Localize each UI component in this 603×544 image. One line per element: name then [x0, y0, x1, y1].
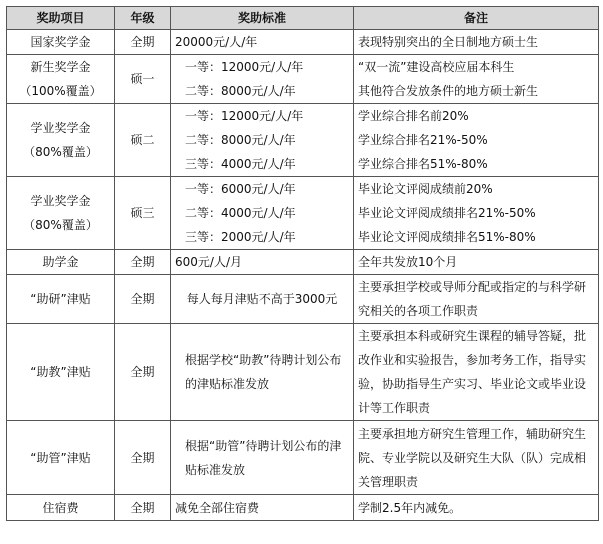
item-subtext: （100%覆盖）: [19, 84, 102, 98]
standard-cell: [171, 30, 354, 55]
table-row: [7, 55, 599, 104]
standard-cell: [171, 250, 354, 275]
item-subtext: （80%覆盖）: [23, 145, 98, 159]
scholarship-table: [6, 6, 599, 521]
item-text: “助教”津贴: [30, 365, 91, 379]
notes-text: 表现特别突出的全日制地方硕士生: [358, 35, 539, 49]
header-standard: 奖助标准: [171, 7, 354, 30]
notes-text: 学业综合排名21%-50%: [358, 133, 488, 147]
notes-cell: [354, 30, 599, 55]
standard-text: 一等：6000元/人/年: [185, 182, 296, 196]
notes-text: 主要承担地方研究生管理工作，辅助研究生院、专业学院以及研究生大队（队）完成相关管理职责: [358, 426, 587, 489]
notes-text: 学业综合排名前20%: [358, 109, 469, 123]
grade-cell: 硕二: [115, 104, 171, 177]
notes-text: 主要承担学校或导师分配或指定的与科学研究相关的各项工作职责: [358, 280, 587, 318]
notes-text: “双一流”建设高校应届本科生: [358, 60, 515, 74]
notes-text: 学制2.5年内减免。: [358, 500, 462, 515]
notes-cell: [354, 104, 599, 177]
grade-cell: 全期: [115, 30, 171, 55]
item-text: 新生奖学金: [30, 60, 91, 74]
standard-cell: [171, 495, 354, 521]
item-text: 国家奖学金: [30, 35, 91, 49]
standard-text: 三等：4000元/人/年: [185, 157, 296, 171]
item-text: 住宿费: [42, 500, 79, 515]
item-text: “助研”津贴: [30, 292, 91, 306]
table-row: [7, 421, 599, 495]
grade-cell: 全期: [115, 275, 171, 324]
standard-text: 20000元/人/年: [175, 35, 258, 49]
header-grade: 年级: [115, 7, 171, 30]
item-cell: [7, 275, 115, 324]
standard-text: 根据“助管”待聘计划公布的津贴标准发放: [185, 438, 342, 477]
item-cell: [7, 324, 115, 421]
standard-text: 三等：2000元/人/年: [185, 230, 296, 244]
item-cell: [7, 421, 115, 495]
item-cell: [7, 495, 115, 521]
item-cell: [7, 104, 115, 177]
notes-cell: [354, 421, 599, 495]
standard-text: 一等：12000元/人/年: [185, 60, 304, 74]
item-text: “助管”津贴: [30, 450, 91, 465]
item-text: 助学金: [42, 255, 79, 269]
grade-cell: 硕三: [115, 177, 171, 250]
standard-text: 每人每月津贴不高于3000元: [186, 292, 338, 306]
standard-cell: [171, 104, 354, 177]
notes-text: 毕业论文评阅成绩前20%: [358, 182, 493, 196]
standard-cell: [171, 421, 354, 495]
grade-cell: 全期: [115, 324, 171, 421]
standard-text: 一等：12000元/人/年: [185, 109, 304, 123]
standard-cell: [171, 177, 354, 250]
grade-cell: 硕一: [115, 55, 171, 104]
notes-cell: [354, 495, 599, 521]
table-row: [7, 495, 599, 521]
grade-cell: 全期: [115, 250, 171, 275]
grade-cell: 全期: [115, 421, 171, 495]
notes-text: 主要承担本科或研究生课程的辅导答疑，批改作业和实验报告，参加考务工作，指导实验，协助指导生产实习、毕业论文或毕业设计等工作职责: [358, 329, 587, 415]
standard-text: 600元/人/月: [175, 255, 242, 269]
notes-text: 学业综合排名51%-80%: [358, 157, 488, 171]
notes-text: 其他符合发放条件的地方硕士新生: [358, 84, 539, 98]
standard-cell: [171, 324, 354, 421]
item-cell: [7, 30, 115, 55]
header-item: 奖助项目: [7, 7, 115, 30]
notes-cell: [354, 324, 599, 421]
notes-cell: [354, 177, 599, 250]
standard-text: 二等：4000元/人/年: [185, 206, 296, 220]
grade-cell: 全期: [115, 495, 171, 521]
notes-text: 毕业论文评阅成绩排名21%-50%: [358, 206, 536, 220]
notes-cell: [354, 55, 599, 104]
item-text: 学业奖学金: [30, 194, 91, 208]
table-row: [7, 275, 599, 324]
item-cell: [7, 250, 115, 275]
table-row: [7, 104, 599, 177]
item-text: 学业奖学金: [30, 121, 91, 135]
standard-text: 二等：8000元/人/年: [185, 84, 296, 98]
item-subtext: （80%覆盖）: [23, 218, 98, 232]
header-row: [7, 7, 599, 30]
table-row: [7, 30, 599, 55]
notes-cell: [354, 250, 599, 275]
notes-text: 毕业论文评阅成绩排名51%-80%: [358, 230, 536, 244]
standard-text: 减免全部住宿费: [175, 500, 260, 515]
item-cell: [7, 177, 115, 250]
item-cell: [7, 55, 115, 104]
standard-text: 根据学校“助教”待聘计划公布的津贴标准发放: [185, 353, 342, 391]
header-notes: 备注: [354, 7, 599, 30]
table-row: [7, 324, 599, 421]
notes-text: 全年共发放10个月: [358, 255, 458, 269]
standard-cell: [171, 275, 354, 324]
standard-cell: [171, 55, 354, 104]
table-row: [7, 177, 599, 250]
table-row: [7, 250, 599, 275]
standard-text: 二等：8000元/人/年: [185, 133, 296, 147]
notes-cell: [354, 275, 599, 324]
